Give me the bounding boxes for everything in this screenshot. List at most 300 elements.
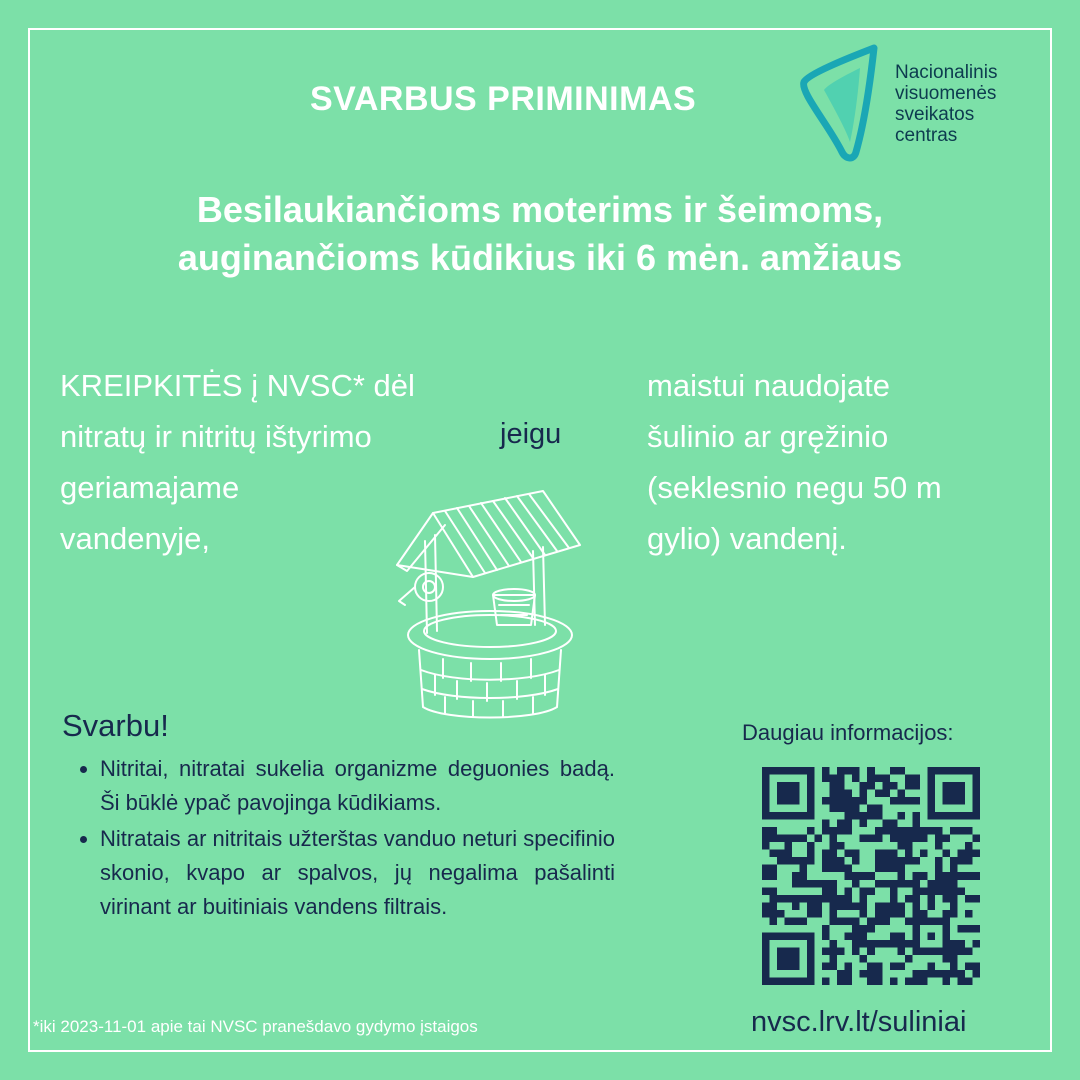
qr-module — [822, 767, 830, 775]
right-line-1: maistui naudojate — [647, 368, 890, 403]
qr-module — [957, 940, 965, 948]
qr-module — [770, 917, 778, 925]
qr-module — [822, 932, 830, 940]
qr-module — [897, 857, 905, 865]
qr-module — [785, 835, 793, 843]
qr-module — [942, 895, 950, 903]
qr-module — [845, 805, 853, 813]
qr-module — [815, 880, 823, 888]
qr-module — [927, 932, 935, 940]
qr-module — [950, 887, 958, 895]
qr-module — [830, 880, 838, 888]
qr-module — [950, 910, 958, 918]
qr-module — [777, 910, 785, 918]
qr-module — [830, 805, 838, 813]
qr-module — [777, 782, 800, 805]
qr-module — [972, 925, 980, 933]
info-link[interactable]: nvsc.lrv.lt/suliniai — [751, 1006, 967, 1038]
qr-module — [912, 880, 920, 888]
qr-module — [822, 925, 830, 933]
qr-module — [800, 880, 808, 888]
more-info-label: Daugiau informacijos: — [742, 720, 954, 745]
qr-module — [852, 805, 860, 813]
qr-module — [837, 865, 845, 873]
qr-module — [972, 962, 980, 970]
qr-module — [815, 902, 823, 910]
qr-module — [942, 850, 950, 858]
qr-module — [830, 955, 838, 963]
qr-module — [867, 940, 875, 948]
qr-module — [890, 880, 898, 888]
qr-module — [807, 857, 815, 865]
qr-module — [837, 857, 845, 865]
qr-module — [852, 850, 860, 858]
qr-module — [860, 902, 868, 910]
qr-module — [792, 902, 800, 910]
qr-module — [845, 962, 853, 970]
qr-module — [875, 917, 883, 925]
qr-module — [965, 872, 973, 880]
qr-module — [867, 917, 875, 925]
qr-module — [890, 887, 898, 895]
qr-module — [905, 850, 913, 858]
qr-module — [972, 940, 980, 948]
qr-module — [777, 850, 785, 858]
qr-module — [912, 910, 920, 918]
qr-module — [837, 775, 845, 783]
qr-module — [792, 917, 800, 925]
qr-module — [830, 842, 838, 850]
qr-module — [890, 797, 898, 805]
qr-module — [875, 902, 883, 910]
qr-module — [762, 827, 770, 835]
qr-module — [785, 842, 793, 850]
qr-module — [905, 977, 913, 985]
qr-module — [942, 782, 965, 805]
nvsc-logo-icon — [798, 44, 888, 164]
qr-module — [942, 977, 950, 985]
qr-module — [957, 925, 965, 933]
qr-module — [882, 865, 890, 873]
qr-module — [822, 827, 830, 835]
qr-module — [867, 872, 875, 880]
qr-module — [822, 850, 830, 858]
qr-module — [965, 977, 973, 985]
qr-module — [777, 857, 785, 865]
qr-module — [935, 887, 943, 895]
qr-module — [890, 767, 898, 775]
qr-module — [875, 790, 883, 798]
list-item: Nitritai, nitratai sukelia organizme deguonies badą. Ši būklė ypač pavojinga kūdikiams. — [100, 752, 615, 820]
qr-module — [845, 812, 853, 820]
qr-module — [807, 902, 815, 910]
qr-module — [822, 895, 830, 903]
qr-module — [935, 880, 943, 888]
qr-module — [912, 977, 920, 985]
qr-module — [912, 887, 920, 895]
qr-module — [912, 827, 920, 835]
qr-module — [882, 940, 890, 948]
qr-module — [927, 827, 935, 835]
qr-module — [845, 797, 853, 805]
qr-module — [905, 880, 913, 888]
qr-module — [965, 857, 973, 865]
qr-module — [815, 835, 823, 843]
qr-module — [830, 827, 838, 835]
qr-module — [882, 827, 890, 835]
qr-module — [860, 932, 868, 940]
qr-module — [897, 880, 905, 888]
qr-module — [867, 782, 875, 790]
qr-module — [897, 962, 905, 970]
qr-module — [905, 842, 913, 850]
qr-module — [867, 812, 875, 820]
qr-module — [897, 797, 905, 805]
qr-module — [912, 872, 920, 880]
qr-module — [837, 790, 845, 798]
qr-module — [890, 910, 898, 918]
qr-module — [927, 880, 935, 888]
qr-module — [882, 850, 890, 858]
qr-module — [852, 872, 860, 880]
subtitle-line-2: auginančioms kūdikius iki 6 mėn. amžiaus — [177, 237, 903, 278]
qr-module — [762, 865, 770, 873]
qr-module — [920, 970, 928, 978]
logo-text — [895, 62, 997, 146]
qr-module — [770, 910, 778, 918]
qr-module — [852, 925, 860, 933]
qr-module — [927, 902, 935, 910]
qr-module — [950, 962, 958, 970]
qr-module — [897, 940, 905, 948]
qr-module — [860, 790, 868, 798]
qr-module — [845, 887, 853, 895]
qr-module — [875, 970, 883, 978]
qr-module — [860, 970, 868, 978]
qr-module — [837, 842, 845, 850]
qr-module — [860, 835, 868, 843]
qr-module — [957, 977, 965, 985]
qr-module — [867, 767, 875, 775]
qr-module — [792, 835, 800, 843]
right-line-4: gylio) vandenį. — [647, 521, 847, 556]
qr-module — [830, 917, 838, 925]
qr-module — [890, 902, 898, 910]
qr-module — [867, 977, 875, 985]
qr-module — [770, 835, 778, 843]
qr-module — [845, 917, 853, 925]
qr-module — [875, 857, 883, 865]
qr-module — [942, 955, 950, 963]
qr-module — [860, 895, 868, 903]
qr-module — [912, 857, 920, 865]
qr-module — [770, 827, 778, 835]
qr-module — [867, 970, 875, 978]
qr-module — [815, 910, 823, 918]
qr-module — [905, 775, 913, 783]
qr-module — [957, 850, 965, 858]
qr-module — [845, 872, 853, 880]
qr-module — [852, 857, 860, 865]
qr-module — [890, 977, 898, 985]
qr-module — [890, 932, 898, 940]
qr-module — [950, 872, 958, 880]
qr-module — [807, 842, 815, 850]
qr-module — [807, 895, 815, 903]
qr-module — [770, 865, 778, 873]
qr-module — [867, 925, 875, 933]
nvsc-logo — [798, 44, 1028, 164]
qr-module — [822, 977, 830, 985]
qr-module — [777, 895, 785, 903]
qr-module — [845, 977, 853, 985]
qr-module — [927, 887, 935, 895]
qr-module — [792, 880, 800, 888]
qr-module — [927, 970, 935, 978]
qr-module — [875, 805, 883, 813]
qr-module — [800, 895, 808, 903]
qr-module — [792, 895, 800, 903]
qr-module — [822, 947, 830, 955]
qr-module — [890, 827, 898, 835]
qr-module — [905, 827, 913, 835]
qr-module — [927, 962, 935, 970]
qr-module — [852, 880, 860, 888]
qr-module — [897, 902, 905, 910]
qr-module — [792, 857, 800, 865]
qr-module — [942, 835, 950, 843]
qr-module — [935, 970, 943, 978]
qr-module — [920, 910, 928, 918]
qr-module — [965, 895, 973, 903]
qr-module — [897, 872, 905, 880]
qr-module — [957, 887, 965, 895]
qr-module — [837, 917, 845, 925]
qr-module — [785, 857, 793, 865]
qr-module — [905, 857, 913, 865]
qr-module — [830, 910, 838, 918]
qr-module — [942, 970, 950, 978]
qr-module — [882, 902, 890, 910]
qr-module — [897, 842, 905, 850]
qr-module — [950, 857, 958, 865]
qr-module — [867, 805, 875, 813]
qr-module — [942, 880, 950, 888]
subtitle — [60, 186, 1020, 282]
qr-module — [875, 940, 883, 948]
qr-module — [830, 797, 838, 805]
qr-module — [972, 835, 980, 843]
qr-module — [897, 910, 905, 918]
qr-module — [762, 910, 770, 918]
qr-module — [935, 835, 943, 843]
qr-module — [912, 775, 920, 783]
qr-module — [875, 835, 883, 843]
left-line-2: nitratų ir nitritų ištyrimo — [60, 419, 372, 454]
qr-module — [957, 872, 965, 880]
qr-module — [815, 895, 823, 903]
subtitle-line-1: Besilaukiančioms moterims ir šeimoms, — [196, 189, 884, 230]
qr-module — [845, 865, 853, 873]
qr-module — [852, 947, 860, 955]
qr-module — [822, 857, 830, 865]
qr-module — [845, 932, 853, 940]
qr-module — [882, 790, 890, 798]
qr-module — [875, 850, 883, 858]
right-line-2: šulinio ar gręžinio — [647, 419, 889, 454]
qr-module — [807, 827, 815, 835]
qr-module — [830, 835, 838, 843]
qr-module — [965, 910, 973, 918]
qr-module — [785, 895, 793, 903]
qr-module — [860, 910, 868, 918]
qr-module — [830, 865, 838, 873]
qr-module — [852, 812, 860, 820]
qr-module — [965, 947, 973, 955]
qr-module — [830, 895, 838, 903]
qr-module — [830, 850, 838, 858]
qr-module — [762, 842, 770, 850]
logo-line-2: visuomenės — [895, 83, 997, 104]
qr-module — [875, 880, 883, 888]
qr-module — [860, 955, 868, 963]
qr-module — [777, 947, 800, 970]
qr-module — [860, 940, 868, 948]
qr-module — [912, 895, 920, 903]
qr-module — [777, 835, 785, 843]
qr-module — [912, 812, 920, 820]
qr-module — [822, 865, 830, 873]
qr-module — [837, 895, 845, 903]
qr-module — [867, 775, 875, 783]
qr-module — [890, 940, 898, 948]
qr-module — [830, 940, 838, 948]
right-line-3: (seklesnio negu 50 m — [647, 470, 942, 505]
qr-module — [867, 835, 875, 843]
qr-module — [830, 947, 838, 955]
qr-module — [935, 842, 943, 850]
qr-module — [860, 887, 868, 895]
qr-module — [852, 775, 860, 783]
qr-module — [852, 902, 860, 910]
qr-module — [860, 812, 868, 820]
qr-module — [882, 820, 890, 828]
qr-module — [800, 917, 808, 925]
qr-module — [785, 850, 793, 858]
qr-module — [837, 767, 845, 775]
qr-module — [920, 887, 928, 895]
qr-module — [845, 767, 853, 775]
qr-module — [867, 947, 875, 955]
qr-module — [770, 895, 778, 903]
qr-module — [920, 850, 928, 858]
qr-module — [830, 782, 838, 790]
qr-module — [770, 887, 778, 895]
qr-module — [837, 970, 845, 978]
list-item: Nitratais ar nitritais užterštas vanduo neturi specifinio skonio, kvapo ar spalvos, jų negalima pašalinti virinant ar buitiniais vandens filtrais. — [100, 822, 615, 924]
qr-module — [867, 887, 875, 895]
qr-module — [920, 835, 928, 843]
qr-module — [942, 887, 950, 895]
qr-module — [905, 917, 913, 925]
qr-module — [920, 977, 928, 985]
qr-module — [950, 865, 958, 873]
qr-module — [830, 887, 838, 895]
qr-module — [830, 790, 838, 798]
qr-module — [845, 850, 853, 858]
qr-module — [965, 962, 973, 970]
qr-module — [875, 910, 883, 918]
qr-module — [822, 962, 830, 970]
qr-module — [852, 917, 860, 925]
qr-module — [837, 782, 845, 790]
qr-module — [882, 857, 890, 865]
qr-code-icon[interactable] — [762, 767, 980, 985]
qr-module — [837, 977, 845, 985]
qr-module — [965, 925, 973, 933]
qr-module — [845, 790, 853, 798]
qr-module — [905, 797, 913, 805]
logo-line-4: centras — [895, 125, 958, 146]
qr-module — [837, 947, 845, 955]
qr-module — [830, 962, 838, 970]
qr-module — [935, 857, 943, 865]
qr-module — [935, 827, 943, 835]
qr-module — [950, 940, 958, 948]
qr-module — [942, 910, 950, 918]
important-title: Svarbu! — [62, 708, 169, 743]
qr-module — [957, 827, 965, 835]
qr-module — [890, 782, 898, 790]
qr-module — [867, 962, 875, 970]
qr-module — [905, 835, 913, 843]
qr-module — [762, 872, 770, 880]
qr-module — [837, 797, 845, 805]
qr-module — [972, 872, 980, 880]
footnote: *iki 2023-11-01 apie tai NVSC pranešdavo gydymo įstaigos — [33, 1017, 478, 1036]
qr-module — [897, 835, 905, 843]
right-statement — [647, 360, 1027, 564]
qr-module — [905, 940, 913, 948]
qr-module — [770, 850, 778, 858]
qr-module — [965, 827, 973, 835]
qr-module — [837, 805, 845, 813]
qr-module — [897, 827, 905, 835]
qr-module — [852, 767, 860, 775]
qr-module — [950, 827, 958, 835]
qr-module — [822, 797, 830, 805]
qr-module — [920, 872, 928, 880]
qr-module — [860, 872, 868, 880]
qr-module — [965, 842, 973, 850]
qr-module — [912, 902, 920, 910]
qr-module — [890, 820, 898, 828]
qr-module — [845, 970, 853, 978]
qr-module — [860, 820, 868, 828]
qr-module — [897, 932, 905, 940]
qr-module — [950, 970, 958, 978]
qr-module — [957, 970, 965, 978]
qr-module — [800, 857, 808, 865]
qr-module — [845, 820, 853, 828]
qr-module — [890, 835, 898, 843]
qr-module — [852, 797, 860, 805]
qr-module — [860, 782, 868, 790]
qr-module — [770, 872, 778, 880]
qr-module — [912, 820, 920, 828]
qr-module — [912, 970, 920, 978]
qr-module — [860, 797, 868, 805]
